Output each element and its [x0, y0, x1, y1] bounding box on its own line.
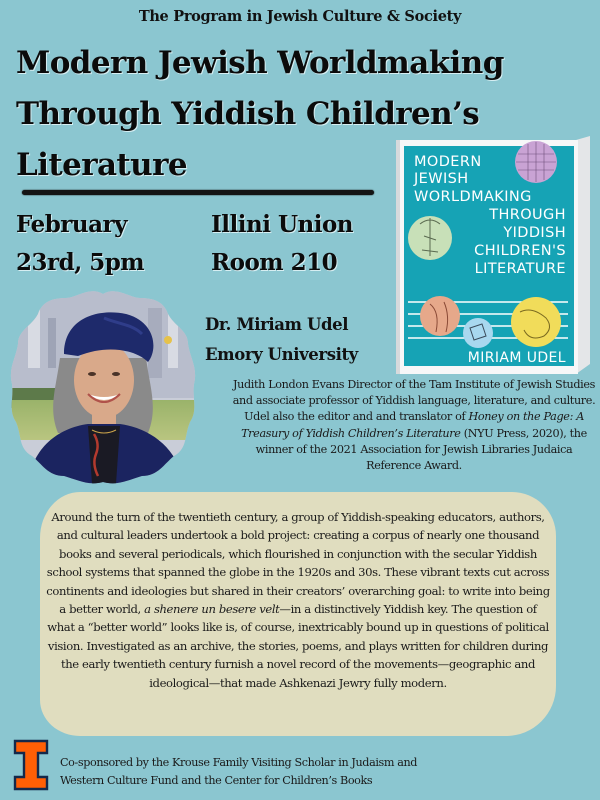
location-line: Room 210: [211, 249, 338, 276]
speaker-info: [205, 310, 395, 370]
title-line: Through Yiddish Children’s: [16, 96, 480, 132]
title-line: Literature: [16, 147, 187, 183]
event-date-time: [16, 206, 196, 282]
illinois-block-i-logo: [13, 739, 49, 791]
book-title-line: THROUGH: [489, 207, 566, 223]
speaker-bio: [228, 377, 600, 474]
book-title-line: YIDDISH: [503, 225, 566, 241]
abstract-text-part: Around the turn of the twentieth century, a group of Yiddish-speaking educators, authors, and cultural leaders undertook a bold project: creating a corpus of nearly one thousand books and several periodicals, which flourished in conjunction with the secular Yiddish school systems that spanned the globe in the 1920s and 30s. These vibrant texts cut across continents and ideologies but shared in their creators’ overarching goal: to write into being a better world,: [46, 510, 550, 617]
title-divider: [22, 190, 374, 195]
bio-text: Judith London Evans Director of the Tam Institute of Jewish Studies and associate professor of Yiddish language, literature, and culture. Udel also the editor and and translator of: [232, 378, 596, 424]
title-line: Modern Jewish Worldmaking: [16, 45, 504, 81]
date-line: February: [16, 211, 128, 238]
abstract-text-part: —in a distinctively Yiddish key. The question of what a “better world” looks like is, of course, inextricably bound up in questions of political vision. Investigated as an archive, the stories, poems, and plays written for children during the early twentieth century furnish a novel record of the movements—geographic and ideological—that made Ashkenazi Jewry fully modern.: [47, 602, 549, 690]
abstract-text: [46, 508, 550, 692]
cosponsor-text: [60, 754, 580, 790]
book-title-line: JEWISH: [414, 171, 469, 187]
event-location: [211, 206, 391, 282]
program-name: The Program in Jewish Culture & Society: [138, 8, 462, 25]
bio-book-title: Honey on the Page: A Treasury of Yiddish Children’s Literature: [241, 410, 584, 440]
book-title-line: MODERN: [414, 154, 482, 170]
book-cover-image: [396, 136, 590, 374]
book-title-line: LITERATURE: [474, 261, 566, 277]
cosponsor-line: Co-sponsored by the Krouse Family Visiting Scholar in Judaism and: [60, 756, 418, 769]
abstract-yiddish-phrase: a shenere un besere velt: [144, 602, 280, 617]
speaker-photo: [8, 288, 198, 484]
bio-text: (NYU Press, 2020), the winner of the 2021 Association for Jewish Libraries Judaica Reference Award.: [255, 426, 587, 473]
speaker-name: Dr. Miriam Udel: [205, 315, 349, 334]
location-line: Illini Union: [211, 211, 354, 238]
date-line: 23rd, 5pm: [16, 249, 145, 276]
book-title-line: WORLDMAKING: [414, 189, 532, 205]
book-title-line: CHILDREN'S: [474, 243, 566, 259]
book-author: MIRIAM UDEL: [467, 350, 566, 366]
cosponsor-line: Western Culture Fund and the Center for Children’s Books: [60, 774, 373, 787]
speaker-affiliation: Emory University: [205, 345, 358, 364]
